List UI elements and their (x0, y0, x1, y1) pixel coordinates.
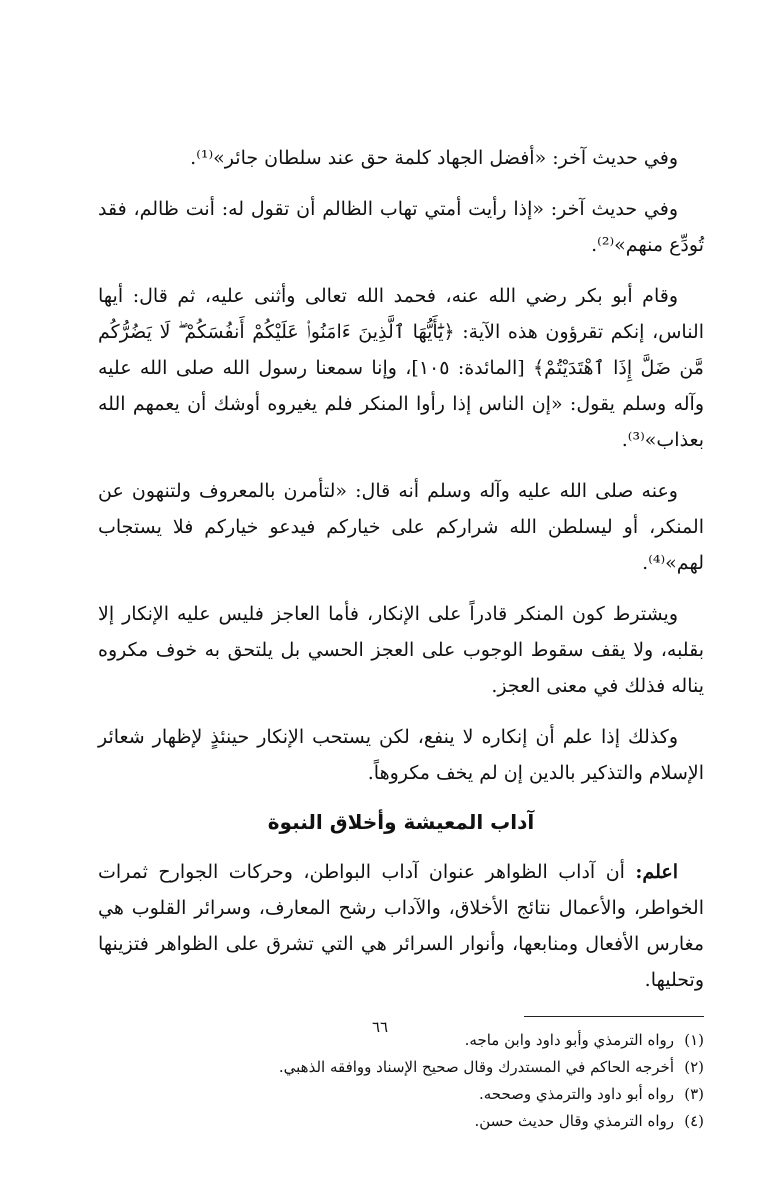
footnote-3 (98, 1081, 704, 1108)
footnote-2 (98, 1054, 704, 1081)
paragraph-4: وعنه صلى الله عليه وآله وسلم أنه قال: «لتأمرن بالمعروف ولتنهون عن المنكر، أو ليسلطن الله شراركم على خياركم فيدعو خياركم فلا يستجاب لهم»⁽⁴⁾. (98, 480, 704, 574)
section-lead-word: اعلم: (635, 861, 678, 883)
footnote-divider (524, 1016, 704, 1017)
section-paragraph (98, 854, 704, 998)
footnote-text: رواه أبو داود والترمذي وصححه. (478, 1085, 674, 1103)
footnotes-list (98, 1027, 704, 1135)
footnote-number: (٤) (684, 1112, 704, 1130)
section-heading: آداب المعيشة وأخلاق النبوة (267, 810, 535, 834)
paragraph-1: وفي حديث آخر: «أفضل الجهاد كلمة حق عند سلطان جائر»⁽¹⁾. (190, 147, 678, 169)
footnote-text: رواه الترمذي وقال حديث حسن. (474, 1112, 674, 1130)
section-body: أن آداب الظواهر عنوان آداب البواطن، وحركات الجوارح ثمرات الخواطر، والأعمال نتائج الأخلاق، والآداب رشح المعارف، وسرائر القلوب هي مغارس الأفعال ومنابعها، وأنوار السرائر هي التي تشرق على الظواهر فتزينها وتحليها. (98, 861, 704, 991)
footnote-text: أخرجه الحاكم في المستدرك وقال صحيح الإسناد ووافقه الذهبي. (278, 1058, 674, 1076)
paragraph-5: ويشترط كون المنكر قادراً على الإنكار، فأما العاجز فليس عليه الإنكار إلا بقلبه، ولا يقف سقوط الوجوب على العجز الحسي بل يلتحق به خوف مكروه يناله فذلك في معنى العجز. (98, 603, 704, 697)
footnote-number: (١) (684, 1031, 704, 1049)
footnote-text: رواه الترمذي وأبو داود وابن ماجه. (464, 1031, 674, 1049)
paragraph-6: وكذلك إذا علم أن إنكاره لا ينفع، لكن يستحب الإنكار حينئذٍ لإظهار شعائر الإسلام والتذكير بالدين إن لم يخف مكروهاً. (98, 726, 704, 784)
footnote-number: (٢) (684, 1058, 704, 1076)
footnote-number: (٣) (684, 1085, 704, 1103)
page-number: ٦٦ (371, 1018, 389, 1036)
footnote-4 (98, 1108, 704, 1135)
paragraph-2: وفي حديث آخر: «إذا رأيت أمتي تهاب الظالم أن تقول له: أنت ظالم، فقد تُودِّع منهم»⁽²⁾. (98, 198, 704, 256)
page-body (98, 140, 704, 1135)
paragraph-3: وقام أبو بكر رضي الله عنه، فحمد الله تعالى وأثنى عليه، ثم قال: أيها الناس، إنكم تقرؤون هذه الآية: ﴿يَٰٓأَيُّهَا ٱلَّذِينَ ءَامَنُوا۟ عَلَيْكُمْ أَنفُسَكُمْ ۖ لَا يَضُرُّكُم مَّن ضَلَّ إِذَا ٱهْتَدَيْتُمْ﴾ [المائدة: ١٠٥]، وإنا سمعنا رسول الله صلى الله عليه وآله وسلم يقول: «إن الناس إذا رأوا المنكر فلم يغيروه أوشك أن يعمهم الله بعذاب»⁽³⁾. (98, 285, 704, 451)
